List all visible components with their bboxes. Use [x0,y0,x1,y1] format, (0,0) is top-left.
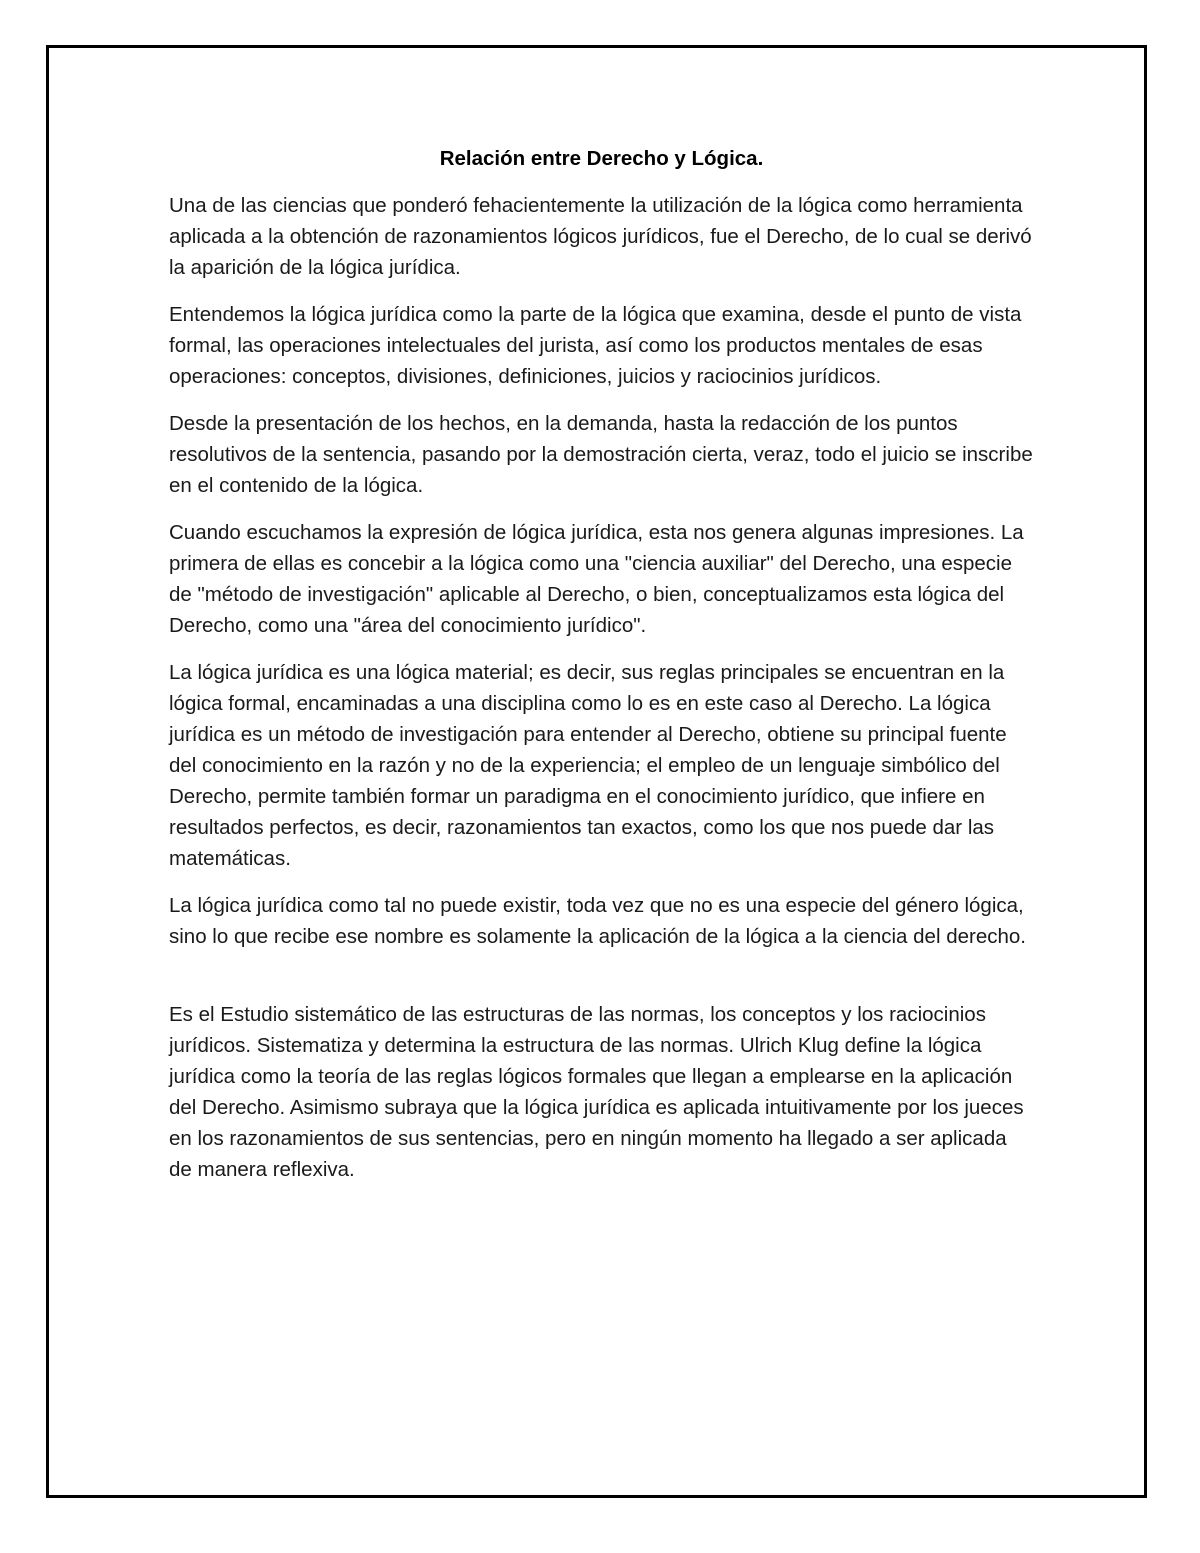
paragraph: Es el Estudio sistemático de las estructuras de las normas, los conceptos y los raciocinios jurídicos. Sistematiza y determina la estructura de las normas. Ulrich Klug define la lógica jurídica como la teoría de las reglas lógicos formales que llegan a emplearse en la aplicación del Derecho. Asimismo subraya que la lógica jurídica es aplicada intuitivamente por los jueces en los razonamientos de sus sentencias, pero en ningún momento ha llegado a ser aplicada de manera reflexiva. [169,1003,1024,1181]
paragraph: Desde la presentación de los hechos, en la demanda, hasta la redacción de los puntos resolutivos de la sentencia, pasando por la demostración cierta, veraz, todo el juicio se inscribe en el contenido de la lógica. [169,412,1033,497]
paragraph: Cuando escuchamos la expresión de lógica jurídica, esta nos genera algunas impresiones. La primera de ellas es concebir a la lógica como una "ciencia auxiliar" del Derecho, una especie de "método de investigación" aplicable al Derecho, o bien, conceptualizamos esta lógica del Derecho, como una "área del conocimiento jurídico". [169,521,1024,637]
document-page [46,45,1147,1498]
document-title: Relación entre Derecho y Lógica. [439,147,764,170]
paragraph: La lógica jurídica es una lógica material; es decir, sus reglas principales se encuentran en la lógica formal, encaminadas a una disciplina como lo es en este caso al Derecho. La lógica jurídica es un método de investigación para entender al Derecho, obtiene su principal fuente del conocimiento en la razón y no de la experiencia; el empleo de un lenguaje simbólico del Derecho, permite también formar un paradigma en el conocimiento jurídico, que infiere en resultados perfectos, es decir, razonamientos tan exactos, como los que nos puede dar las matemáticas. [169,661,1007,870]
paragraph: La lógica jurídica como tal no puede existir, toda vez que no es una especie del género lógica, sino lo que recibe ese nombre es solamente la aplicación de la lógica a la ciencia del derecho. [169,894,1026,948]
paragraph: Una de las ciencias que ponderó fehacientemente la utilización de la lógica como herramienta aplicada a la obtención de razonamientos lógicos jurídicos, fue el Derecho, de lo cual se derivó la aparición de la lógica jurídica. [169,194,1032,279]
document-body [169,143,1034,1201]
paragraph: Entendemos la lógica jurídica como la parte de la lógica que examina, desde el punto de vista formal, las operaciones intelectuales del jurista, así como los productos mentales de esas operaciones: conceptos, divisiones, definiciones, juicios y raciocinios jurídicos. [169,303,1022,388]
